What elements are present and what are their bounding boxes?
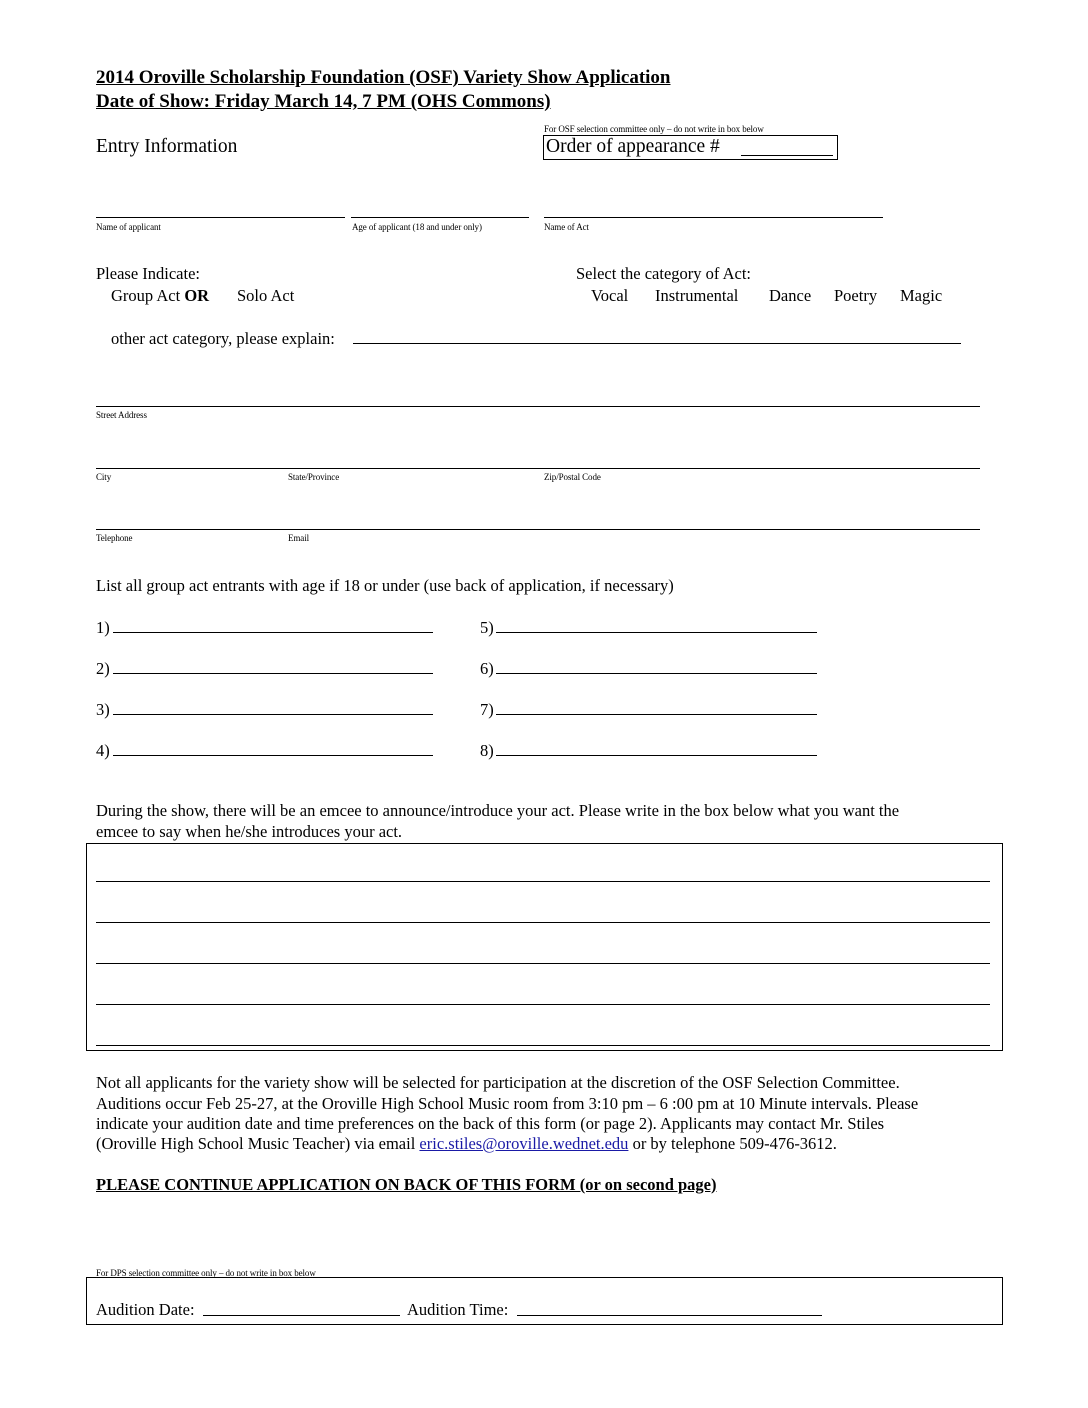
or-label: OR (184, 286, 210, 305)
entrant-6-label: 6) (480, 659, 494, 678)
audition-date-field[interactable] (203, 1315, 400, 1316)
emcee-instruction-line2: emcee to say when he/she introduces your act. (96, 822, 403, 841)
form-title: 2014 Oroville Scholarship Foundation (OSF) Variety Show Application (96, 67, 671, 88)
entrant-4-field[interactable] (113, 755, 433, 756)
committee-note-top: For OSF selection committee only – do not write in box below (544, 124, 764, 134)
contact-email-link[interactable]: eric.stiles@oroville.wednet.edu (419, 1134, 629, 1153)
audition-date-label: Audition Date: (96, 1300, 195, 1319)
show-date: Date of Show: Friday March 14, 7 PM (OHS Commons) (96, 91, 551, 112)
category-vocal[interactable]: Vocal (591, 286, 629, 305)
entrant-2-field[interactable] (113, 673, 433, 674)
order-of-appearance-label: Order of appearance # (546, 136, 720, 157)
age-of-applicant-label: Age of applicant (18 and under only) (352, 222, 482, 232)
please-indicate-label: Please Indicate: (96, 264, 200, 283)
email-label: Email (288, 533, 309, 543)
order-of-appearance-box (543, 135, 838, 160)
age-of-applicant-field[interactable] (351, 217, 529, 218)
notice-line-4-end: or by telephone 509-476-3612. (628, 1134, 837, 1153)
telephone-email-field[interactable] (96, 529, 980, 530)
entrant-3-label: 3) (96, 700, 110, 719)
continue-note: PLEASE CONTINUE APPLICATION ON BACK OF THIS FORM (or on second page) (96, 1175, 717, 1194)
audition-time-label: Audition Time: (407, 1300, 509, 1319)
emcee-line-3[interactable] (96, 963, 990, 964)
notice-line-4-start: (Oroville High School Music Teacher) via email (96, 1134, 420, 1153)
emcee-line-2[interactable] (96, 922, 990, 923)
entrant-4-label: 4) (96, 741, 110, 760)
other-category-label: other act category, please explain: (111, 329, 335, 348)
notice-line-2: Auditions occur Feb 25-27, at the Oroville High School Music room from 3:10 pm – 6 :00 pm at 10 Minute intervals. Please (96, 1094, 919, 1113)
state-province-label: State/Province (288, 472, 340, 482)
zip-postal-label: Zip/Postal Code (544, 472, 601, 482)
category-label: Select the category of Act: (576, 264, 752, 283)
notice-line-1: Not all applicants for the variety show will be selected for participation at the discretion of the OSF Selection Committee. (96, 1073, 900, 1092)
emcee-line-1[interactable] (96, 881, 990, 882)
emcee-line-5[interactable] (96, 1045, 990, 1046)
emcee-instruction-line1: During the show, there will be an emcee to announce/introduce your act. Please write in the box below what you want the (96, 801, 900, 820)
entrant-5-field[interactable] (496, 632, 817, 633)
entrant-3-field[interactable] (113, 714, 433, 715)
notice-line-4 (96, 1134, 837, 1154)
telephone-label: Telephone (96, 533, 133, 543)
entrant-1-field[interactable] (113, 632, 433, 633)
committee-note-bottom: For DPS selection committee only – do not write in box below (96, 1268, 316, 1278)
entrant-6-field[interactable] (496, 673, 817, 674)
notice-line-3: indicate your audition date and time preferences on the back of this form (or page 2). Applicants may contact Mr. Stiles (96, 1114, 885, 1133)
name-of-act-label: Name of Act (544, 222, 589, 232)
street-address-field[interactable] (96, 406, 980, 407)
other-category-field[interactable] (353, 343, 961, 344)
entrant-7-label: 7) (480, 700, 494, 719)
solo-act-option[interactable]: Solo Act (237, 286, 295, 305)
order-of-appearance-field[interactable] (741, 155, 833, 156)
category-poetry[interactable]: Poetry (834, 286, 878, 305)
category-dance[interactable]: Dance (769, 286, 812, 305)
name-of-act-field[interactable] (544, 217, 883, 218)
audition-time-field[interactable] (517, 1315, 822, 1316)
entrant-5-label: 5) (480, 618, 494, 637)
entrant-8-label: 8) (480, 741, 494, 760)
entry-information-heading: Entry Information (96, 136, 238, 157)
city-label: City (96, 472, 112, 482)
entrant-2-label: 2) (96, 659, 110, 678)
city-state-zip-field[interactable] (96, 468, 980, 469)
act-type-options (111, 286, 209, 306)
emcee-introduction-box[interactable] (86, 843, 1003, 1051)
entrant-1-label: 1) (96, 618, 110, 637)
group-act-option[interactable]: Group Act (111, 286, 181, 305)
entrants-instruction: List all group act entrants with age if 18 or under (use back of application, if necessary) (96, 576, 674, 595)
category-instrumental[interactable]: Instrumental (655, 286, 739, 305)
category-magic[interactable]: Magic (900, 286, 943, 305)
street-address-label: Street Address (96, 410, 147, 420)
entrant-8-field[interactable] (496, 755, 817, 756)
audition-box (86, 1277, 1003, 1325)
name-of-applicant-label: Name of applicant (96, 222, 161, 232)
name-of-applicant-field[interactable] (96, 217, 345, 218)
emcee-line-4[interactable] (96, 1004, 990, 1005)
entrant-7-field[interactable] (496, 714, 817, 715)
